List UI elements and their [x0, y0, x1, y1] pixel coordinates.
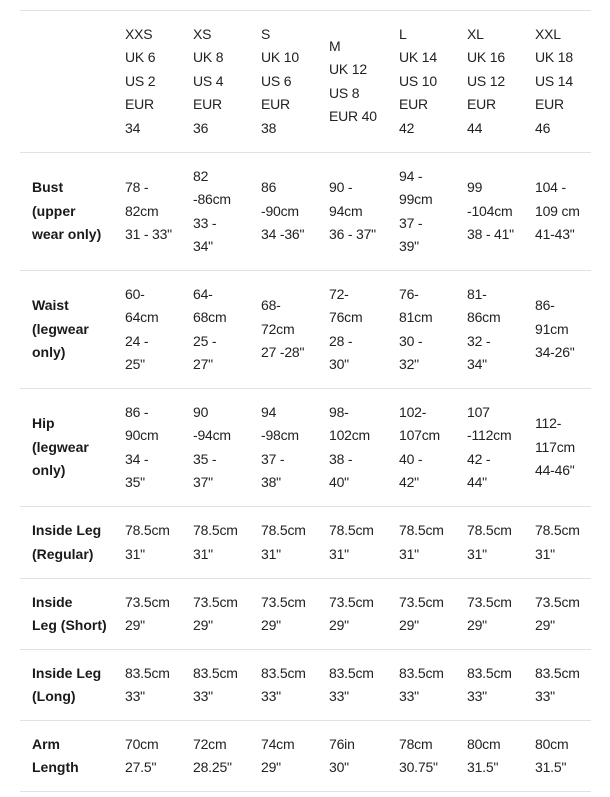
cell-line: 31 - 33" [125, 226, 172, 243]
measurement-cell [181, 721, 249, 792]
cell-line: EUR [467, 96, 496, 113]
cell-line: 117cm [535, 438, 575, 455]
cell-line: 82 [193, 167, 209, 184]
inside-leg-regular-row [20, 507, 591, 579]
cell-line: 29" [399, 617, 419, 633]
cell-line: 109 cm [535, 202, 580, 219]
measurement-cell [181, 271, 249, 389]
cell-line: 86cm [467, 309, 501, 325]
row-label [20, 271, 113, 389]
measurement-cell [249, 721, 317, 792]
cell-line: 73.5cm [193, 593, 238, 610]
cell-line: UK 14 [399, 49, 437, 66]
measurement-cell [249, 153, 317, 271]
measurement-cell [113, 389, 181, 507]
cell-line: 76- [399, 285, 419, 302]
cell-line: 78.5cm [329, 522, 374, 538]
row-label [20, 721, 113, 792]
cell-line: Inside [32, 593, 73, 610]
cell-line: 78.5cm [261, 522, 306, 538]
cell-line: US 2 [125, 72, 156, 89]
cell-line: 37" [193, 474, 213, 490]
cell-line: 24 - [125, 332, 149, 349]
cell-line: 36 - 37" [329, 226, 376, 243]
measurement-cell [317, 721, 387, 792]
cell-line: 44 [467, 119, 483, 136]
cell-line: 83.5cm [399, 664, 444, 681]
cell-line: only) [32, 344, 66, 361]
cell-line: 31" [261, 545, 281, 562]
cell-line: 44-46" [535, 462, 575, 479]
cell-line: -90cm [261, 202, 299, 219]
measurement-cell [317, 271, 387, 389]
cell-line: wear only) [32, 226, 102, 243]
measurement-cell [387, 579, 455, 650]
measurement-cell [523, 721, 591, 792]
cell-line: 31.5" [535, 759, 567, 775]
cell-line: 73.5cm [535, 593, 580, 610]
cell-line: 31" [467, 545, 487, 562]
cell-line: 112- [535, 415, 562, 432]
cell-line: 73.5cm [329, 593, 374, 610]
cell-line: 25" [125, 356, 145, 372]
cell-line: 41-43" [535, 226, 575, 243]
cell-line: Length [32, 759, 79, 775]
cell-line: 31" [193, 545, 213, 562]
cell-line: 73.5cm [467, 593, 512, 610]
measurement-cell [523, 271, 591, 389]
cell-line: 34" [193, 238, 213, 254]
cell-line: XXS [125, 25, 153, 42]
cell-line: (Regular) [32, 545, 94, 562]
cell-line: 33" [467, 688, 487, 704]
cell-line: 90cm [125, 427, 159, 443]
cell-line: 78.5cm [535, 522, 580, 538]
cell-line: -86cm [193, 191, 231, 207]
cell-line: 78.5cm [467, 522, 512, 538]
size-header-cell [387, 11, 455, 153]
cell-line: 64cm [125, 309, 159, 325]
size-header-cell [181, 11, 249, 153]
measurement-cell [455, 721, 523, 792]
cell-line: US 4 [193, 72, 224, 89]
cell-line: 104 - [535, 179, 566, 196]
cell-line: -104cm [467, 202, 513, 219]
cell-line: 37 - [261, 450, 285, 467]
cell-line: 29" [467, 617, 487, 633]
cell-line: 38 [261, 119, 277, 136]
cell-line: -98cm [261, 427, 299, 443]
cell-line: 29" [193, 617, 213, 633]
cell-line: XS [193, 25, 212, 42]
cell-line: US 14 [535, 72, 573, 89]
cell-line: 30" [329, 356, 349, 372]
header-corner-cell [20, 11, 113, 153]
size-chart-table [20, 10, 591, 792]
header-row [20, 11, 591, 153]
cell-line: 27.5" [125, 759, 157, 775]
cell-line: 42 - [467, 450, 491, 467]
cell-line: EUR 40 [329, 108, 377, 124]
measurement-cell [113, 721, 181, 792]
measurement-cell [387, 389, 455, 507]
cell-line: Arm [32, 735, 61, 752]
row-label [20, 507, 113, 579]
measurement-cell [455, 507, 523, 579]
cell-line: 83.5cm [261, 664, 306, 681]
measurement-cell [249, 389, 317, 507]
cell-line: 72cm [261, 320, 295, 337]
measurement-cell [181, 650, 249, 721]
cell-line: 78 - [125, 179, 149, 196]
measurement-cell [113, 271, 181, 389]
cell-line: 34 - [125, 450, 149, 467]
cell-line: 94cm [329, 202, 363, 219]
cell-line: 83.5cm [193, 664, 238, 681]
waist-row [20, 271, 591, 389]
cell-line: 29" [261, 617, 281, 633]
cell-line: EUR [399, 96, 428, 113]
cell-line: 42" [399, 474, 419, 490]
cell-line: 98- [329, 403, 349, 420]
cell-line: 83.5cm [329, 664, 374, 681]
cell-line: (legwear [32, 320, 89, 337]
cell-line: 30 - [399, 332, 423, 349]
cell-line: 78.5cm [125, 522, 170, 538]
cell-line: 29" [329, 617, 349, 633]
row-label [20, 153, 113, 271]
size-header-cell [317, 11, 387, 153]
measurement-cell [455, 650, 523, 721]
cell-line: 31.5" [467, 759, 499, 775]
cell-line: 86 [261, 179, 277, 196]
cell-line: 34 [125, 119, 141, 136]
measurement-cell [249, 507, 317, 579]
cell-line: 70cm [125, 735, 159, 752]
cell-line: 94 - [399, 167, 423, 184]
cell-line: 99cm [399, 191, 433, 207]
cell-line: UK 12 [329, 61, 367, 77]
measurement-cell [317, 650, 387, 721]
cell-line: (legwear [32, 438, 89, 455]
cell-line: 32" [399, 356, 419, 372]
cell-line: 76in [329, 735, 355, 752]
measurement-cell [249, 579, 317, 650]
cell-line: 102- [399, 403, 427, 420]
measurement-cell [113, 153, 181, 271]
cell-line: 33" [125, 688, 145, 704]
cell-line: 37 - [399, 214, 423, 231]
cell-line: 91cm [535, 320, 569, 337]
cell-line: 78cm [399, 735, 433, 752]
cell-line: L [399, 25, 407, 42]
cell-line: 28.25" [193, 759, 232, 775]
measurement-cell [387, 721, 455, 792]
cell-line: 102cm [329, 427, 371, 443]
row-label [20, 650, 113, 721]
cell-line: only) [32, 462, 66, 479]
bust-row [20, 153, 591, 271]
cell-line: 30" [329, 759, 349, 775]
cell-line: Hip [32, 415, 55, 432]
measurement-cell [113, 507, 181, 579]
cell-line: 73.5cm [261, 593, 306, 610]
cell-line: 80cm [467, 735, 501, 752]
size-header-cell [523, 11, 591, 153]
cell-line: EUR [261, 96, 290, 113]
cell-line: UK 6 [125, 49, 156, 66]
cell-line: -112cm [467, 427, 512, 443]
measurement-cell [317, 579, 387, 650]
cell-line: 38" [261, 474, 281, 490]
measurement-cell [455, 389, 523, 507]
cell-line: 33" [329, 688, 349, 704]
arm-length-row [20, 721, 591, 792]
cell-line: Leg (Short) [32, 617, 107, 633]
cell-line: 64- [193, 285, 213, 302]
cell-line: 31" [125, 545, 145, 562]
measurement-cell [181, 507, 249, 579]
cell-line: 74cm [261, 735, 295, 752]
cell-line: 44" [467, 474, 487, 490]
cell-line: US 6 [261, 72, 292, 89]
cell-line: 27 -28" [261, 344, 305, 361]
cell-line: 42 [399, 119, 415, 136]
measurement-cell [387, 153, 455, 271]
cell-line: -94cm [193, 427, 231, 443]
cell-line: 78.5cm [193, 522, 238, 538]
cell-line: S [261, 25, 271, 42]
hip-row [20, 389, 591, 507]
cell-line: 35 - [193, 450, 217, 467]
inside-leg-long-row [20, 650, 591, 721]
cell-line: M [329, 37, 341, 54]
cell-line: 90 - [329, 179, 353, 196]
cell-line: 78.5cm [399, 522, 444, 538]
inside-leg-short-row [20, 579, 591, 650]
cell-line: 86- [535, 297, 555, 314]
row-label [20, 389, 113, 507]
cell-line: 90 [193, 403, 209, 420]
cell-line: 29" [125, 617, 145, 633]
cell-line: 30.75" [399, 759, 438, 775]
measurement-cell [113, 650, 181, 721]
measurement-cell [387, 507, 455, 579]
cell-line: 29" [261, 759, 281, 775]
cell-line: 34 -36" [261, 226, 305, 243]
measurement-cell [523, 153, 591, 271]
cell-line: 33" [261, 688, 281, 704]
measurement-cell [523, 650, 591, 721]
cell-line: 36 [193, 119, 209, 136]
cell-line: 72- [329, 285, 349, 302]
cell-line: 33 - [193, 214, 217, 231]
measurement-cell [455, 153, 523, 271]
cell-line: 31" [399, 545, 419, 562]
measurement-cell [387, 271, 455, 389]
cell-line: UK 16 [467, 49, 505, 66]
cell-line: Inside Leg [32, 522, 102, 538]
cell-line: EUR [125, 96, 154, 113]
measurement-cell [181, 579, 249, 650]
cell-line: 38 - [329, 450, 353, 467]
size-header-cell [455, 11, 523, 153]
measurement-cell [387, 650, 455, 721]
measurement-cell [455, 579, 523, 650]
cell-line: XL [467, 25, 484, 42]
measurement-cell [249, 271, 317, 389]
cell-line: XXL [535, 25, 561, 42]
measurement-cell [113, 579, 181, 650]
cell-line: 35" [125, 474, 145, 490]
cell-line: Bust [32, 179, 64, 196]
cell-line: 80cm [535, 735, 569, 752]
cell-line: EUR [535, 96, 564, 113]
measurement-cell [523, 389, 591, 507]
cell-line: (Long) [32, 688, 76, 704]
measurement-cell [181, 389, 249, 507]
cell-line: UK 8 [193, 49, 224, 66]
cell-line: 107cm [399, 427, 441, 443]
cell-line: UK 18 [535, 49, 573, 66]
cell-line: US 8 [329, 84, 360, 101]
cell-line: 32 - [467, 332, 491, 349]
cell-line: 83.5cm [535, 664, 580, 681]
cell-line: 40" [329, 474, 349, 490]
cell-line: 81cm [399, 309, 433, 325]
cell-line: 107 [467, 403, 490, 420]
cell-line: 60- [125, 285, 145, 302]
cell-line: 33" [535, 688, 555, 704]
cell-line: 72cm [193, 735, 227, 752]
cell-line: UK 10 [261, 49, 299, 66]
cell-line: Inside Leg [32, 664, 102, 681]
cell-line: 82cm [125, 202, 159, 219]
cell-line: 25 - [193, 332, 217, 349]
measurement-cell [455, 271, 523, 389]
cell-line: 81- [467, 285, 487, 302]
cell-line: Waist [32, 297, 69, 314]
measurement-cell [523, 579, 591, 650]
cell-line: 31" [329, 545, 349, 562]
cell-line: EUR [193, 96, 222, 113]
cell-line: 39" [399, 238, 419, 254]
cell-line: 86 - [125, 403, 149, 420]
cell-line: 33" [193, 688, 213, 704]
cell-line: US 10 [399, 72, 437, 89]
size-header-cell [249, 11, 317, 153]
cell-line: 34" [467, 356, 487, 372]
cell-line: 68- [261, 297, 281, 314]
cell-line: 68cm [193, 309, 227, 325]
measurement-cell [523, 507, 591, 579]
cell-line: 46 [535, 119, 551, 136]
cell-line: 99 [467, 179, 483, 196]
cell-line: US 12 [467, 72, 505, 89]
cell-line: 73.5cm [125, 593, 170, 610]
cell-line: 27" [193, 356, 213, 372]
cell-line: (upper [32, 202, 76, 219]
cell-line: 83.5cm [125, 664, 170, 681]
measurement-cell [317, 389, 387, 507]
cell-line: 34-26" [535, 344, 575, 361]
measurement-cell [249, 650, 317, 721]
cell-line: 40 - [399, 450, 423, 467]
measurement-cell [181, 153, 249, 271]
cell-line: 31" [535, 545, 555, 562]
measurement-cell [317, 153, 387, 271]
size-header-cell [113, 11, 181, 153]
cell-line: 38 - 41" [467, 226, 514, 243]
cell-line: 76cm [329, 309, 363, 325]
cell-line: 28 - [329, 332, 353, 349]
cell-line: 29" [535, 617, 555, 633]
cell-line: 83.5cm [467, 664, 512, 681]
cell-line: 94 [261, 403, 277, 420]
cell-line: 33" [399, 688, 419, 704]
measurement-cell [317, 507, 387, 579]
row-label [20, 579, 113, 650]
cell-line: 73.5cm [399, 593, 444, 610]
